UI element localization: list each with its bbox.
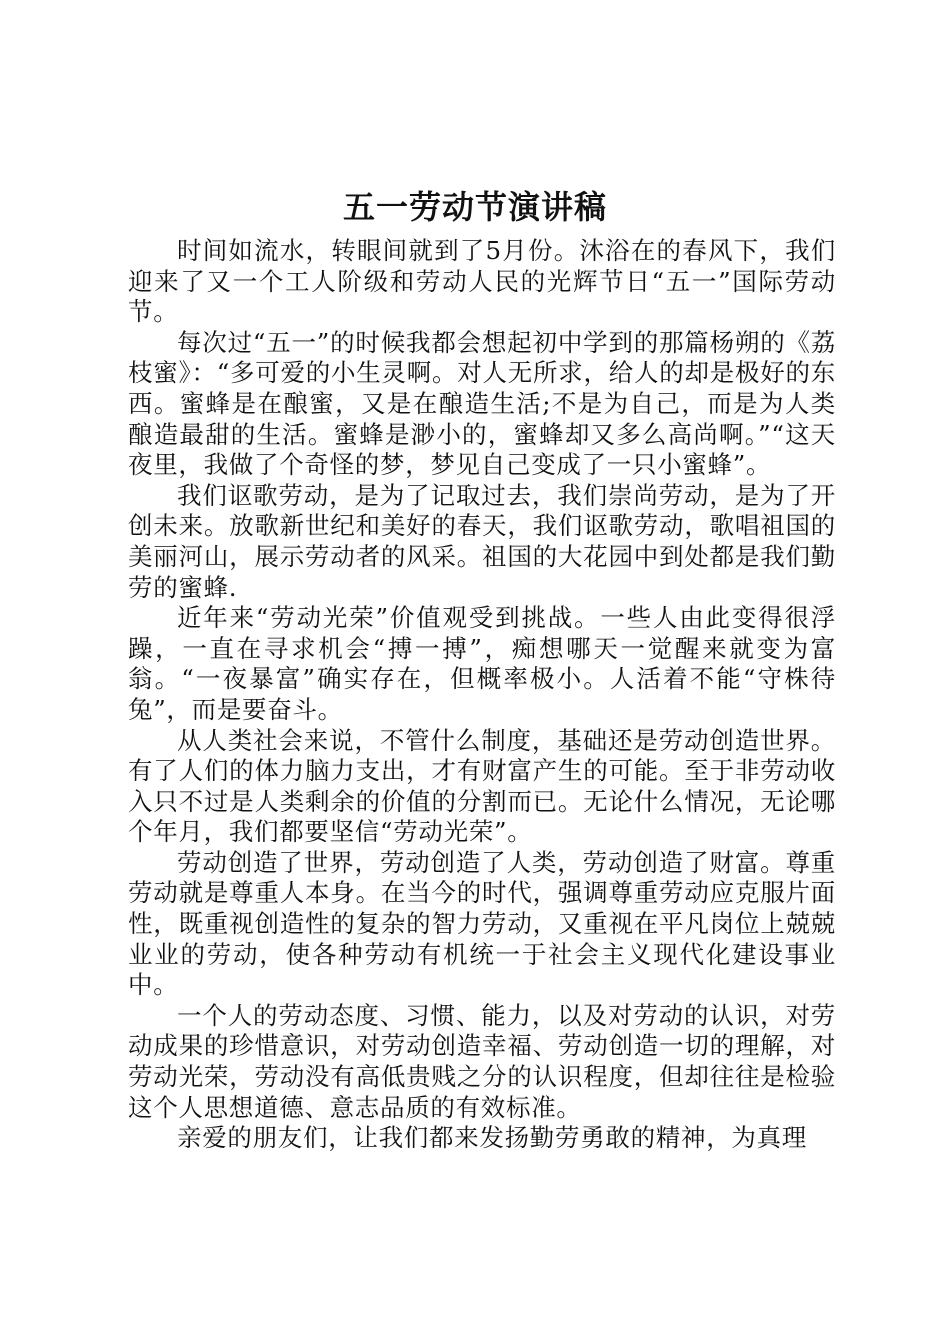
- paragraph-3: 我们讴歌劳动，是为了记取过去，我们崇尚劳动，是为了开创未来。放歌新世纪和美好的春天，我们讴歌劳动，歌唱祖国的美丽河山，展示劳动者的风采。祖国的大花园中到处都是我们勤劳的蜜蜂.: [128, 480, 836, 602]
- paragraph-2: 每次过“五一”的时候我都会想起初中学到的那篇杨朔的《荔枝蜜》：“多可爱的小生灵啊。对人无所求，给人的却是极好的东西。蜜蜂是在酿蜜，又是在酿造生活;不是为自己，而是为人类酿造最甜的生活。蜜蜂是渺小的，蜜蜂却又多么高尚啊。”“这天夜里，我做了个奇怪的梦，梦见自己变成了一只小蜜蜂”。: [128, 327, 836, 480]
- paragraph-6: 劳动创造了世界，劳动创造了人类，劳动创造了财富。尊重劳动就是尊重人本身。在当今的时代，强调尊重劳动应克服片面性，既重视创造性的复杂的智力劳动，又重视在平凡岗位上兢兢业业的劳动，使各种劳动有机统一于社会主义现代化建设事业中。: [128, 847, 836, 1000]
- paragraph-7: 一个人的劳动态度、习惯、能力，以及对劳动的认识，对劳动成果的珍惜意识，对劳动创造幸福、劳动创造一切的理解，对劳动光荣，劳动没有高低贵贱之分的认识程度，但却往往是检验这个人思想道德、意志品质的有效标准。: [128, 1000, 836, 1122]
- paragraph-8: 亲爱的朋友们，让我们都来发扬勤劳勇敢的精神，为真理: [177, 1123, 807, 1153]
- paragraph-5: 从人类社会来说，不管什么制度，基础还是劳动创造世界。有了人们的体力脑力支出，才有财富产生的可能。至于非劳动收入只不过是人类剩余的价值的分割而已。无论什么情况，无论哪个年月，我们都要坚信“劳动光荣”。: [128, 725, 836, 847]
- document-body: [128, 236, 836, 1154]
- document-title: 五一劳动节演讲稿: [342, 188, 607, 226]
- paragraph-4: 近年来“劳动光荣”价值观受到挑战。一些人由此变得很浮躁，一直在寻求机会“搏一搏”，痴想哪天一觉醒来就变为富翁。“一夜暴富”确实存在，但概率极小。人活着不能“守株待兔”，而是要奋斗。: [128, 603, 836, 724]
- paragraph-1: 时间如流水，转眼间就到了5月份。沐浴在的春风下，我们迎来了又一个工人阶级和劳动人民的光辉节日“五一”国际劳动节。: [128, 236, 836, 327]
